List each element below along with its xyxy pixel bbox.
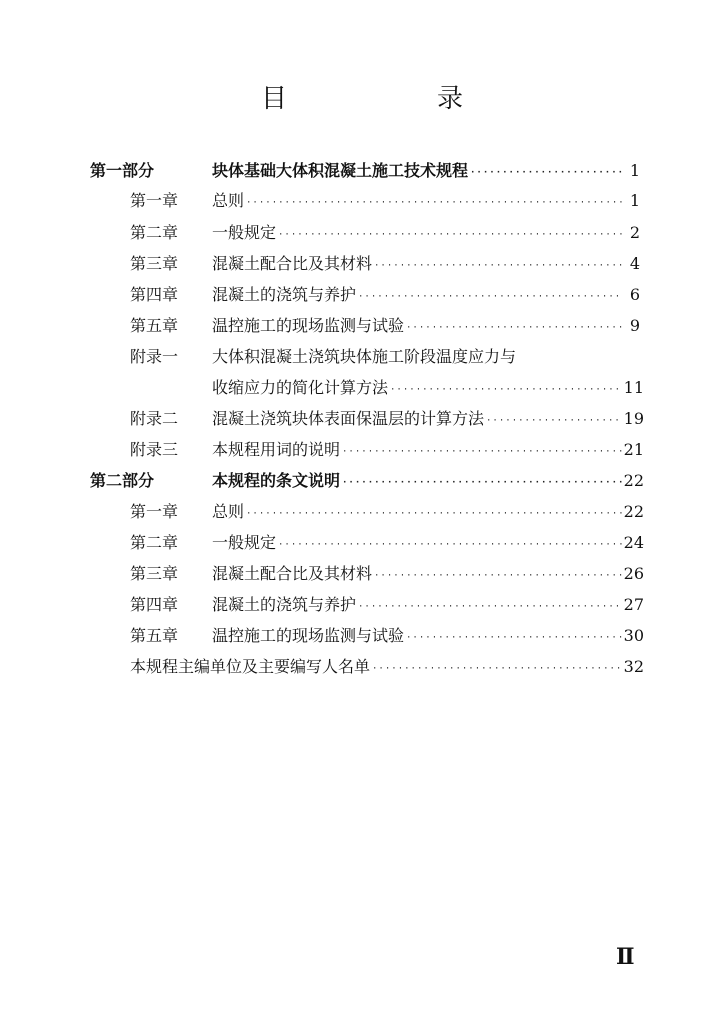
dot-leader: [358, 592, 622, 622]
toc-entry-label: 第四章: [130, 285, 179, 304]
toc-entry-title: 混凝土配合比及其材料: [212, 564, 373, 583]
toc-entry-chapter[interactable]: [130, 590, 644, 620]
toc-entry-label: 第五章: [130, 316, 179, 335]
toc-entry-chapter[interactable]: [130, 186, 640, 216]
toc-entry-page: 22: [623, 502, 644, 521]
dot-leader: [342, 437, 622, 467]
toc-entry-page: 24: [623, 533, 644, 552]
toc-entry-chapter[interactable]: [130, 559, 644, 589]
toc-entry-title: 混凝土的浇筑与养护: [212, 595, 357, 614]
toc-entry-label: 第一章: [130, 502, 179, 521]
toc-entry-page: 1: [629, 191, 640, 210]
toc-entry-label: 第二章: [130, 533, 179, 552]
toc-entry-editors-list[interactable]: [130, 652, 644, 682]
toc-entry-title: 一般规定: [212, 223, 277, 242]
dot-leader: [374, 561, 622, 591]
dot-leader: [406, 623, 622, 653]
dot-leader: [342, 468, 622, 498]
toc-entry-page: 27: [623, 595, 644, 614]
toc-entry-label: 第四章: [130, 595, 179, 614]
toc-entry-title: 混凝土浇筑块体表面保温层的计算方法: [212, 409, 485, 428]
toc-entry-chapter[interactable]: [130, 621, 644, 651]
toc-entry-title: 温控施工的现场监测与试验: [212, 626, 405, 645]
page-title: 目 录: [260, 84, 525, 114]
toc-entry-title: 大体积混凝土浇筑块体施工阶段温度应力与: [212, 347, 517, 366]
toc-entry-label: 第三章: [130, 254, 179, 273]
toc-entry-title-continued: 收缩应力的简化计算方法: [212, 378, 389, 397]
toc-entry-label: 附录一: [130, 347, 179, 366]
toc-entry-label: 第二章: [130, 223, 179, 242]
toc-entry-title: 总则: [212, 191, 245, 210]
dot-leader: [246, 499, 622, 529]
dot-leader: [390, 375, 622, 405]
toc-entry-part-2[interactable]: [90, 466, 644, 496]
toc-entry-page: 32: [623, 657, 644, 676]
toc-entry-label: 附录二: [130, 409, 179, 428]
dot-leader: [374, 251, 622, 281]
toc-entry-label: 第一章: [130, 191, 179, 210]
toc-entry-title: 一般规定: [212, 533, 277, 552]
toc-entry-chapter[interactable]: [130, 311, 640, 341]
dot-leader: [358, 282, 622, 312]
toc-entry-title: 本规程的条文说明: [212, 471, 341, 490]
toc-entry-page: 22: [623, 471, 644, 490]
toc-entry-page: 26: [623, 564, 644, 583]
dot-leader: [278, 220, 622, 250]
toc-entry-label: 第三章: [130, 564, 179, 583]
toc-entry-chapter[interactable]: [130, 497, 644, 527]
toc-entry-page: 9: [629, 316, 640, 335]
toc-entry-appendix-line-2[interactable]: [212, 373, 644, 403]
toc-entry-title: 本规程主编单位及主要编写人名单: [130, 657, 371, 676]
toc-entry-part-1[interactable]: [90, 156, 640, 186]
toc-entry-page: 2: [629, 223, 640, 242]
toc-entry-title: 温控施工的现场监测与试验: [212, 316, 405, 335]
toc-entry-chapter[interactable]: [130, 280, 640, 310]
toc-entry-title: 混凝土配合比及其材料: [212, 254, 373, 273]
toc-entry-page: 1: [629, 161, 640, 180]
toc-entry-label: 附录三: [130, 440, 179, 459]
toc-entry-label: 第二部分: [90, 471, 155, 490]
toc-entry-chapter[interactable]: [130, 218, 640, 248]
dot-leader: [372, 654, 622, 684]
toc-entry-appendix-line-1[interactable]: [130, 342, 640, 372]
toc-entry-page: 19: [623, 409, 644, 428]
toc-entry-title: 本规程用词的说明: [212, 440, 341, 459]
dot-leader: [486, 406, 622, 436]
dot-leader: [406, 313, 622, 343]
toc-entry-page: 4: [629, 254, 640, 273]
toc-entry-label: 第一部分: [90, 161, 155, 180]
toc-entry-page: 6: [629, 285, 640, 304]
toc-entry-chapter[interactable]: [130, 249, 640, 279]
dot-leader: [278, 530, 622, 560]
toc-entry-page: 30: [623, 626, 644, 645]
page-number-folio: Ⅱ: [616, 944, 635, 970]
toc-entry-chapter[interactable]: [130, 528, 644, 558]
dot-leader: [246, 188, 622, 218]
toc-entry-page: 11: [623, 378, 644, 397]
toc-entry-appendix[interactable]: [130, 404, 644, 434]
toc-entry-title: 总则: [212, 502, 245, 521]
toc-entry-page: 21: [623, 440, 644, 459]
toc-entry-label: 第五章: [130, 626, 179, 645]
toc-entry-appendix[interactable]: [130, 435, 644, 465]
toc-entry-title: 混凝土的浇筑与养护: [212, 285, 357, 304]
dot-leader: [470, 158, 622, 188]
toc-entry-title: 块体基础大体积混凝土施工技术规程: [212, 161, 469, 180]
